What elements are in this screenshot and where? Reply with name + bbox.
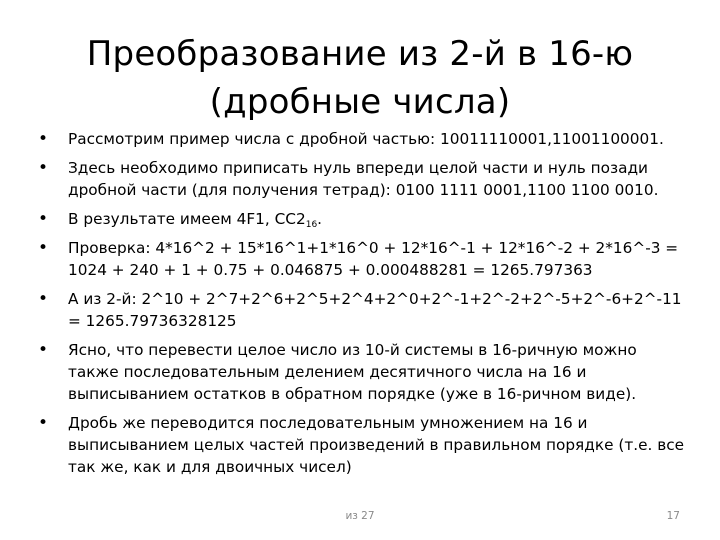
bullet-suffix: .	[317, 210, 323, 228]
bullet-item	[38, 128, 688, 150]
bullet-text: Дробь же переводится последовательным умножением на 16 и выписыванием целых частей произведений в правильном порядке (т.е. все так же, как и для двоичных чисел)	[68, 414, 685, 476]
bullet-dot-icon: •	[38, 289, 49, 309]
bullet-text: А из 2-й: 2^10 + 2^7+2^6+2^5+2^4+2^0+2^-1+2^-2+2^-5+2^-6+2^-11 = 1265.79736328125	[68, 290, 682, 330]
bullet-item	[38, 157, 688, 201]
page-number: 17	[666, 510, 680, 522]
base-subscript: 16	[305, 220, 318, 230]
bullet-text: Ясно, что перевести целое число из 10-й системы в 16-ричную можно также последовательным делением десятичного числа на 16 и выписыванием остатков в обратном порядке (уже в 16-ричном виде).	[68, 341, 637, 403]
bullet-item	[38, 412, 688, 478]
bullet-text: В результате имеем 4F1, CC2	[68, 210, 306, 228]
bullet-text: Здесь необходимо приписать нуль впереди целой части и нуль позади дробной части (для получения тетрад): 0100 1111 0001,1100 1100 0010.	[68, 159, 659, 199]
bullet-text: Проверка: 4*16^2 + 15*16^1+1*16^0 + 12*16^-1 + 12*16^-2 + 2*16^-3 = 1024 + 240 + 1 + 0.75 + 0.046875 + 0.000488281 = 1265.797363	[68, 239, 679, 279]
bullet-dot-icon: •	[38, 209, 49, 229]
slide-title	[40, 30, 680, 126]
slide-title-line-2: (дробные числа)	[209, 82, 511, 122]
bullet-dot-icon: •	[38, 238, 49, 258]
bullet-text: Рассмотрим пример числа с дробной частью: 10011110001,11001100001.	[68, 130, 664, 148]
bullet-item	[38, 339, 688, 405]
bullet-dot-icon: •	[38, 413, 49, 433]
bullet-item	[38, 288, 688, 332]
bullet-item	[38, 208, 688, 230]
bullet-item	[38, 237, 688, 281]
slide-title-line-1: Преобразование из 2-й в 16-ю	[86, 34, 634, 74]
bullet-dot-icon: •	[38, 129, 49, 149]
bullet-dot-icon: •	[38, 340, 49, 360]
bullet-list	[38, 128, 688, 485]
slide-count: из 27	[345, 510, 375, 522]
bullet-dot-icon: •	[38, 158, 49, 178]
